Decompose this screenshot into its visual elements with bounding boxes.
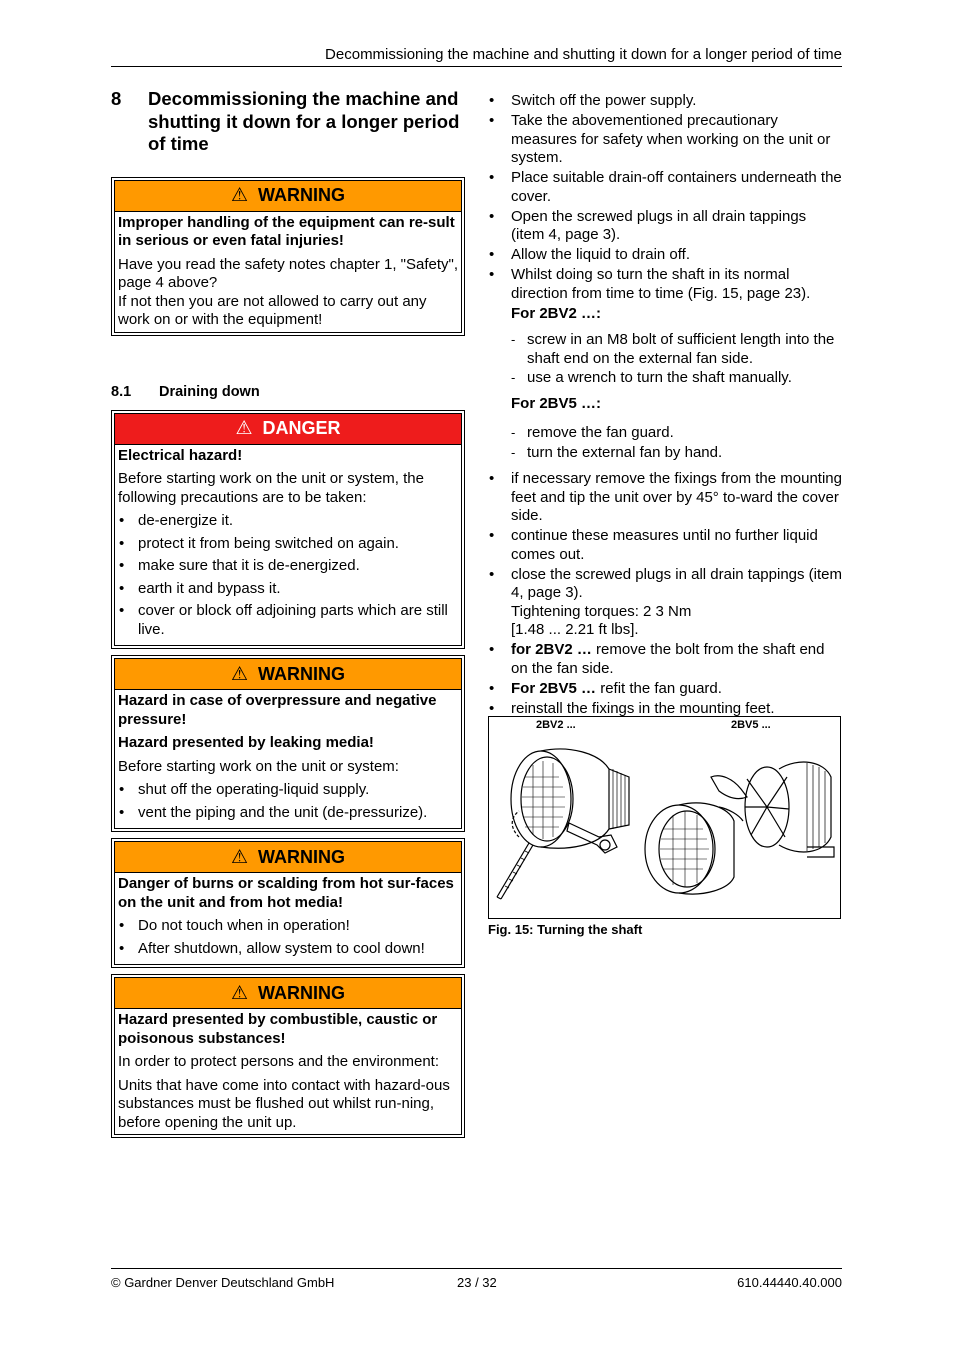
figure-turning-shaft (488, 716, 841, 919)
footer-page-number: 23 / 32 (457, 1275, 497, 1290)
warning-box-pressure (111, 655, 465, 832)
warning-triangle-icon: ⚠ (230, 846, 249, 868)
list-item: • Whilst doing so turn the shaft in its normal direction from time to time (Fig. 15, page 23). (488, 266, 842, 303)
list-item: • Place suitable drain-off containers underneath the cover. (488, 169, 842, 206)
pump-illustration (489, 717, 840, 918)
list-item: • Allow the liquid to drain off. (488, 246, 842, 265)
list-item: • if necessary remove the fixings from the mounting feet and tip the unit over by 45° to-ward the cover side. (488, 470, 842, 526)
warning-box-improper-handling (111, 177, 465, 336)
warning-text: Before starting work on the unit or system: (118, 757, 399, 775)
warning-label: WARNING (258, 185, 346, 205)
subheading-2bv5: For 2BV5 …: (511, 394, 602, 412)
footer-copyright: © Gardner Denver Deutschland GmbH (111, 1275, 335, 1290)
warning-triangle-icon: ⚠ (230, 982, 249, 1004)
list-item: • reinstall the fixings in the mounting feet. (488, 700, 842, 719)
figure-caption: Fig. 15: Turning the shaft (488, 922, 643, 937)
footer-doc-number: 610.44440.40.000 (737, 1275, 842, 1290)
warning-text: In order to protect persons and the environment: (118, 1053, 440, 1070)
warning-bold-text: Hazard presented by combustible, caustic or poisonous substances! (118, 1011, 438, 1047)
torque-text: Tightening torques: 2 3 Nm (511, 602, 692, 620)
list-item: • earth it and bypass it. (118, 580, 458, 599)
figure-label-2bv5: 2BV5 ... (731, 719, 771, 731)
list-item (488, 566, 842, 640)
warning-label: WARNING (258, 982, 346, 1003)
list-item: • vent the piping and the unit (de-pressurize). (118, 804, 458, 823)
close-plugs-text: close the screwed plugs in all drain tappings (item 4, page 3). (511, 565, 843, 601)
warning-triangle-icon: ⚠ (235, 418, 253, 439)
list-item: • shut off the operating-liquid supply. (118, 781, 458, 800)
warning-label: WARNING (258, 663, 346, 684)
warning-header (115, 978, 461, 1009)
subheading-2bv2: For 2BV2 …: (511, 304, 602, 322)
list-item: • Do not touch when in operation! (118, 917, 458, 936)
torque-text: [1.48 ... 2.21 ft lbs]. (511, 621, 639, 638)
warning-bold-text: Danger of burns or scalding from hot sur-faces on the unit and from hot media! (118, 875, 454, 911)
list-item (488, 680, 842, 699)
warning-triangle-icon: ⚠ (230, 663, 249, 685)
warning-header (115, 659, 461, 690)
list-item: • Take the abovementioned precautionary measures for safety when working on the unit or system. (488, 112, 842, 168)
danger-bold-text: Electrical hazard! (118, 446, 243, 464)
section-title: Decommissioning the machine and shutting it down for a longer period of time (148, 88, 460, 154)
list-item-text: refit the fan guard. (596, 679, 722, 697)
section-heading (111, 88, 465, 156)
warning-box-substances (111, 974, 465, 1138)
bold-lead: for 2BV2 … (511, 641, 592, 658)
running-header: Decommissioning the machine and shutting it down for a longer period of time (111, 45, 842, 67)
list-item: • After shutdown, allow system to cool down! (118, 940, 458, 959)
subsection-number: 8.1 (111, 383, 132, 400)
list-item: • make sure that it is de-energized. (118, 557, 458, 576)
list-item: • protect it from being switched on again. (118, 535, 458, 554)
subsection-title: Draining down (159, 383, 260, 400)
warning-bold-text: Hazard in case of overpressure and negative pressure! (118, 692, 437, 728)
dash-item: - turn the external fan by hand. (488, 444, 842, 463)
list-item: • Switch off the power supply. (488, 92, 842, 111)
left-column (111, 88, 465, 1138)
danger-text: Before starting work on the unit or system, the following precautions are to be taken: (118, 470, 424, 506)
warning-label: WARNING (258, 846, 346, 867)
bold-lead: For 2BV5 … (511, 679, 597, 697)
warning-triangle-icon: ⚠ (230, 185, 249, 206)
warning-text: Units that have come into contact with hazard-ous substances must be flushed out whilst run-ning, before opening the unit up. (118, 1076, 450, 1131)
list-item-text: remove the bolt from the shaft end on the fan side. (511, 641, 825, 677)
list-item: • cover or block off adjoining parts which are still live. (118, 602, 458, 639)
warning-text: Have you read the safety notes chapter 1, "Safety", page 4 above? (118, 255, 459, 291)
list-item: • Open the screwed plugs in all drain tappings (item 4, page 3). (488, 208, 842, 245)
list-item (488, 641, 842, 678)
list-item: • de-energize it. (118, 512, 458, 531)
list-item: • continue these measures until no further liquid comes out. (488, 527, 842, 564)
dash-item: - remove the fan guard. (488, 424, 842, 443)
dash-item: - screw in an M8 bolt of sufficient length into the shaft end on the external fan side. (488, 331, 842, 368)
subsection-heading (111, 384, 465, 400)
warning-text: If not then you are not allowed to carry out any work on or with the equipment! (118, 292, 427, 328)
danger-box-electrical (111, 410, 465, 650)
danger-header (115, 414, 461, 445)
warning-header (115, 181, 461, 212)
warning-box-burns (111, 838, 465, 968)
section-number: 8 (111, 88, 122, 109)
warning-header (115, 842, 461, 873)
dash-item: - use a wrench to turn the shaft manually. (488, 369, 842, 388)
right-column (488, 88, 842, 720)
danger-label: DANGER (262, 418, 341, 438)
figure-label-2bv2: 2BV2 ... (536, 719, 576, 731)
warning-bold-text: Improper handling of the equipment can re-sult in serious or even fatal injuries! (118, 213, 455, 249)
page-footer (111, 1268, 842, 1290)
warning-bold-text: Hazard presented by leaking media! (118, 734, 374, 751)
